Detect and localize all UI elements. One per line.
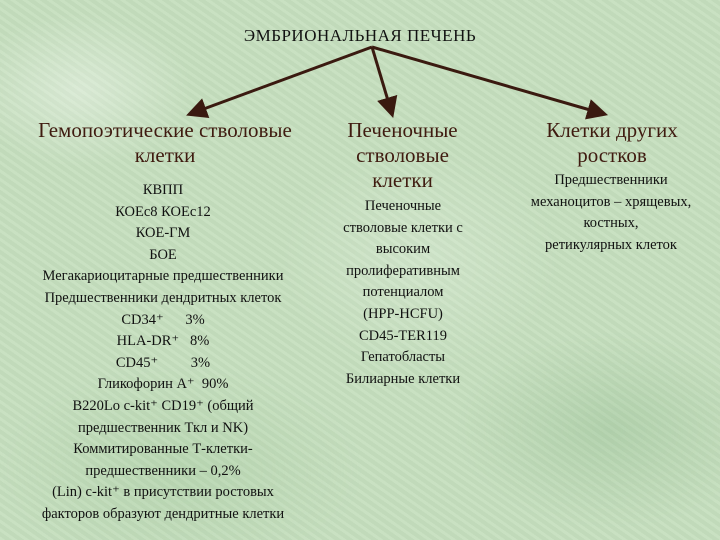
- hematopoietic-list: [0, 180, 326, 526]
- list-item: БОЕ: [149, 246, 177, 263]
- list-item: HLA-DR⁺ 8%: [116, 333, 210, 350]
- list-item: Печеночные: [364, 198, 442, 214]
- heading-line: стволовые: [356, 143, 449, 167]
- heading-line: клетки: [372, 168, 433, 192]
- list-item: ретикулярных клеток: [545, 236, 677, 253]
- heading-line: Клетки других: [546, 118, 678, 142]
- arrow-to-other: [372, 47, 604, 114]
- list-item: Гепатобласты: [360, 349, 446, 366]
- heading-line: ростков: [577, 143, 647, 167]
- list-item: стволовые клетки с: [343, 219, 463, 236]
- arrow-to-hepatic: [372, 47, 392, 114]
- list-item: КОЕс8 КОЕс12: [115, 203, 211, 220]
- list-item: предшественники – 0,2%: [85, 462, 241, 479]
- list-item: КВПП: [142, 182, 184, 198]
- hepatic-list: [312, 196, 494, 390]
- list-item: Коммитированные Т-клетки-: [73, 441, 253, 458]
- heading-line: клетки: [134, 143, 196, 167]
- list-item: высоким: [375, 241, 431, 258]
- list-item: (HPP-HCFU): [363, 305, 443, 322]
- hepatic-heading: [315, 118, 490, 193]
- other-lineages-list: [498, 170, 720, 256]
- page-title: ЭМБРИОНАЛЬНАЯ ПЕЧЕНЬ: [243, 26, 477, 45]
- list-item: Гликофорин А⁺ 90%: [97, 376, 229, 393]
- arrow-to-hematopoietic: [190, 47, 372, 114]
- list-item: факторов образуют дендритные клетки: [41, 505, 285, 522]
- list-item: механоцитов – хрящевых,: [530, 193, 692, 210]
- heading-line: Гемопоэтические стволовые: [38, 118, 292, 142]
- list-item: B220Lo c-kit⁺ CD19⁺ (общий: [72, 397, 254, 414]
- list-item: потенциалом: [362, 284, 444, 301]
- list-item: Предшественники: [554, 172, 668, 188]
- list-item: CD34⁺ 3%: [121, 311, 205, 328]
- list-item: пролиферативным: [346, 262, 460, 279]
- hematopoietic-heading: [0, 118, 330, 168]
- list-item: Предшественники дендритных клеток: [44, 289, 282, 306]
- list-item: (Lin) c-kit⁺ в присутствии ростовых: [52, 484, 274, 501]
- heading-line: Печеночные: [347, 118, 458, 142]
- list-item: предшественник Ткл и NK): [77, 419, 249, 436]
- list-item: Мегакариоцитарные предшественники: [42, 268, 284, 285]
- list-item: CD45⁺ 3%: [115, 354, 211, 371]
- other-lineages-heading: [512, 118, 712, 168]
- list-item: CD45-TER119: [358, 327, 448, 344]
- list-item: КОЕ-ГМ: [135, 225, 191, 242]
- list-item: костных,: [583, 215, 639, 232]
- list-item: Билиарные клетки: [345, 370, 461, 387]
